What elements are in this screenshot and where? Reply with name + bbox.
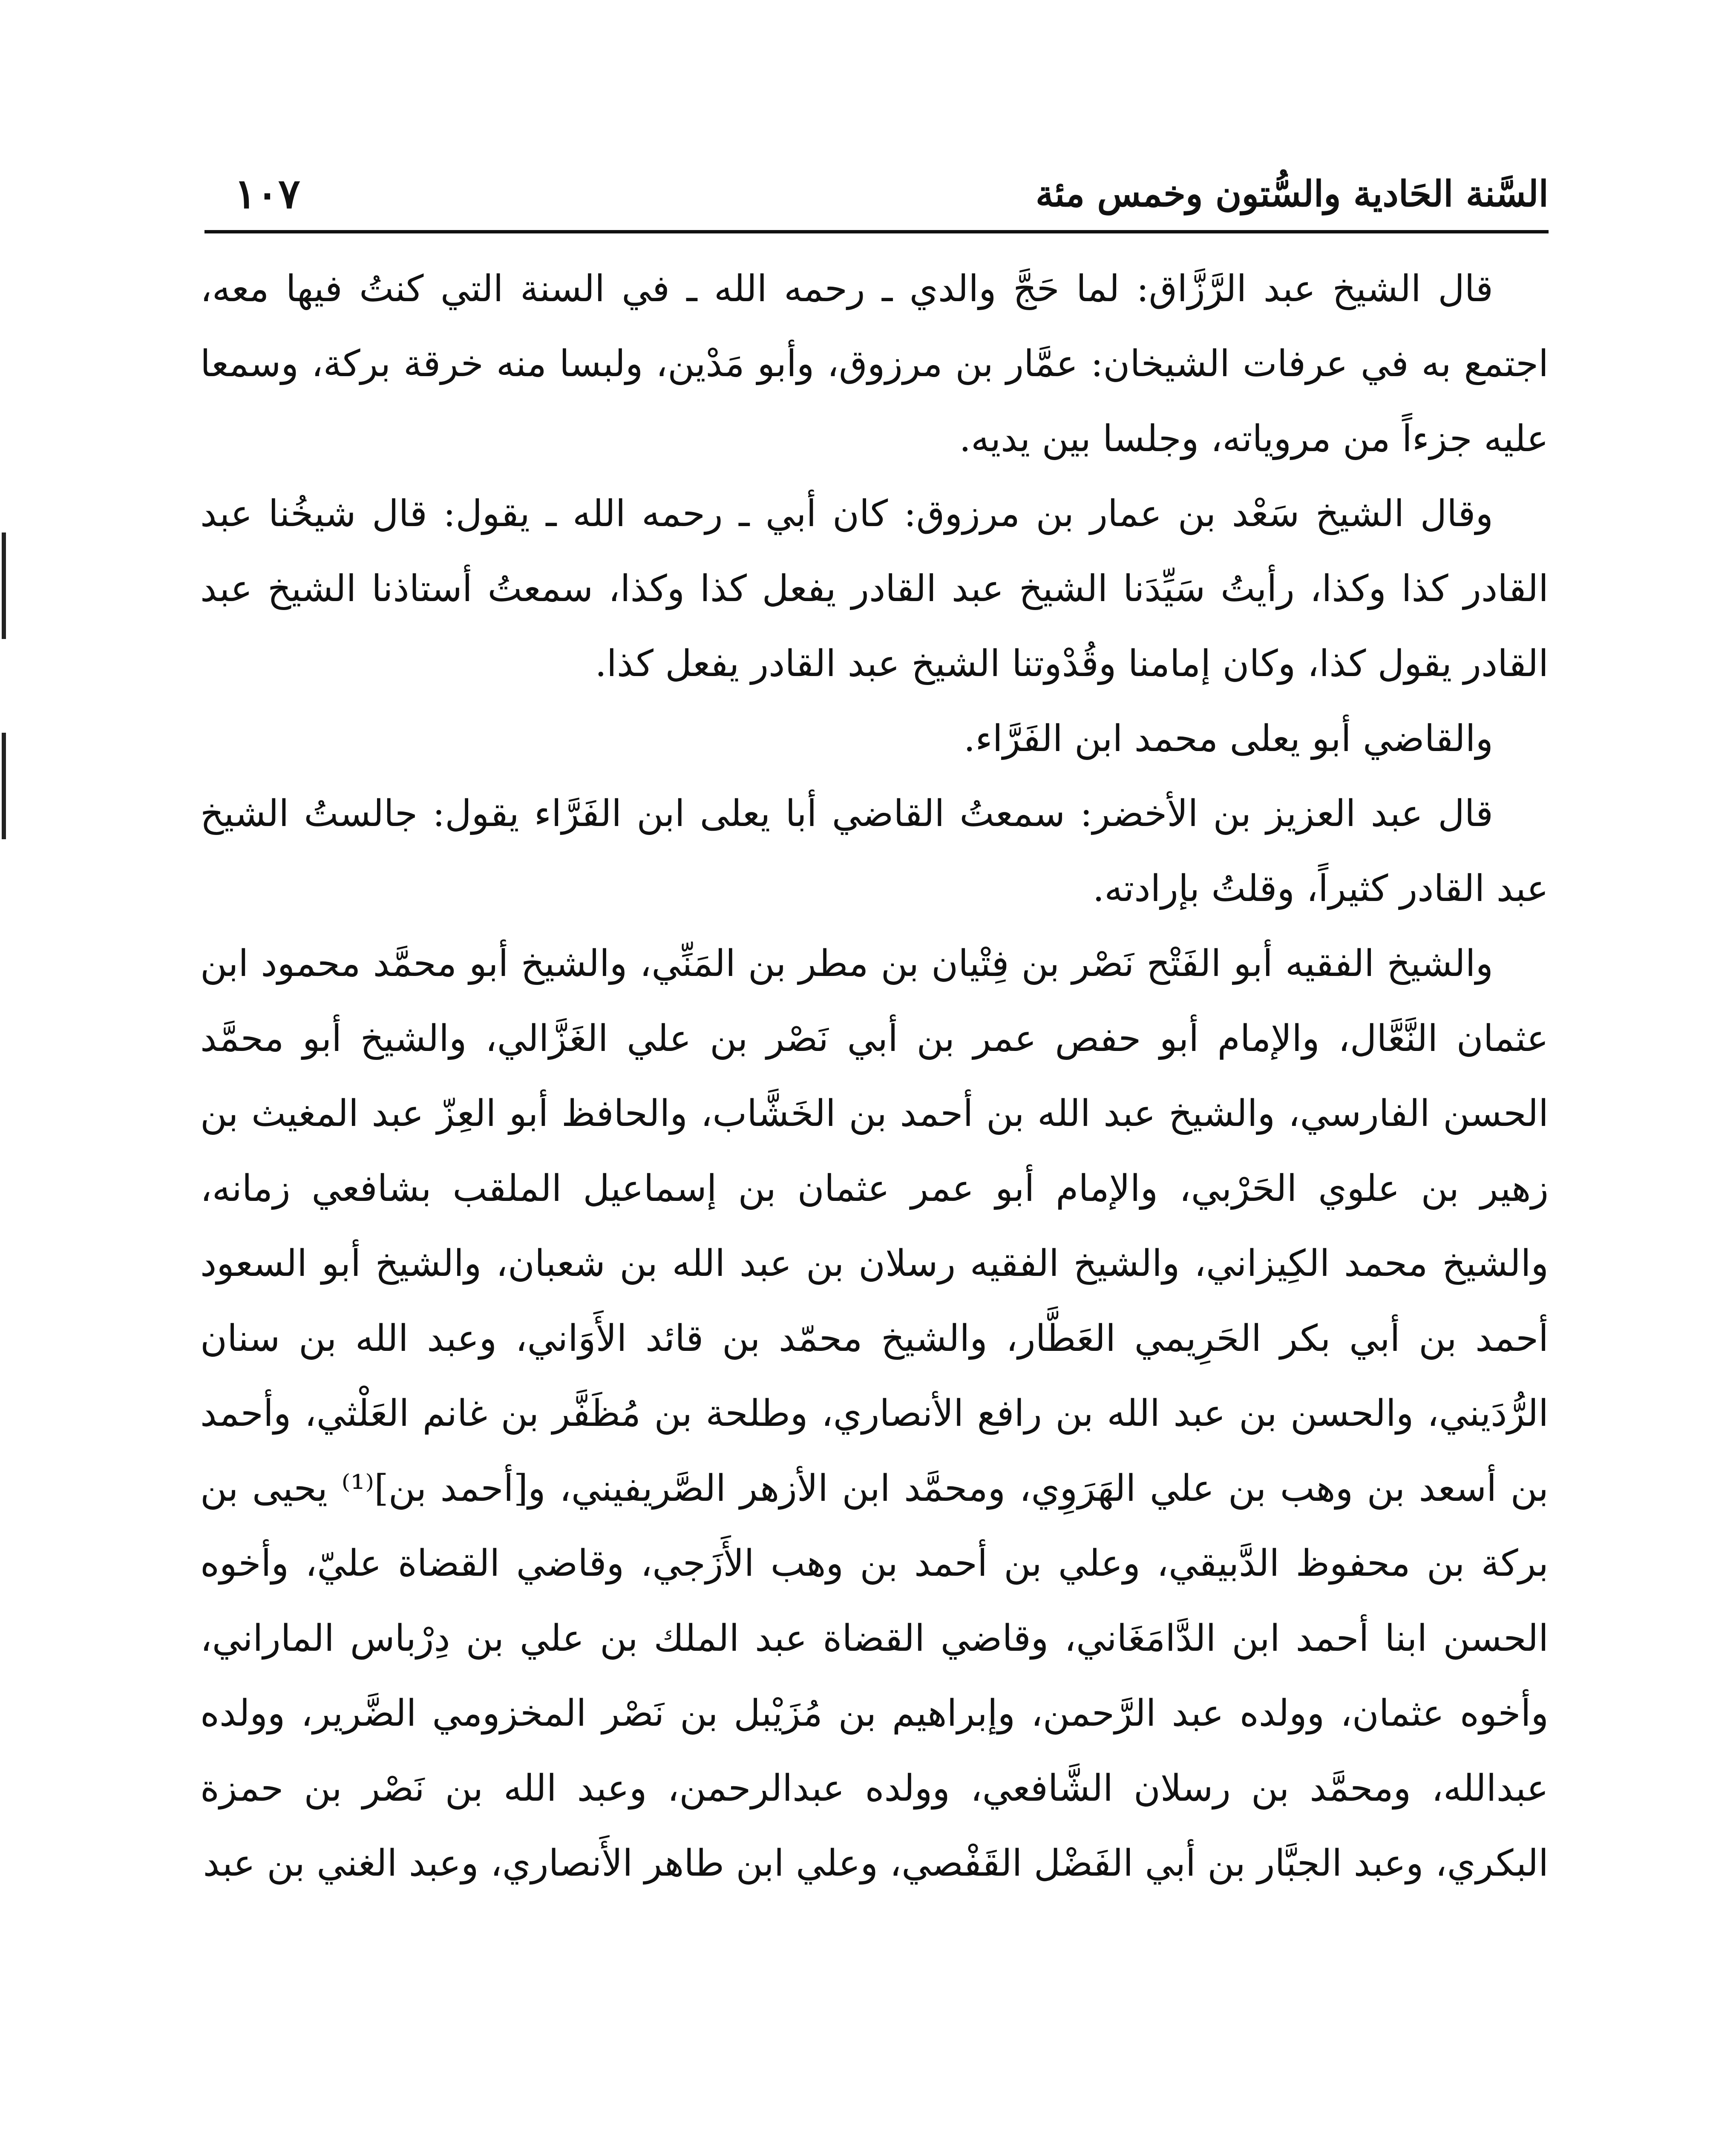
paragraph: وقال الشيخ سَعْد بن عمار بن مرزوق: كان أبي ـ رحمه الله ـ يقول: قال شيخُنا عبد القادر كذا وكذا، رأيتُ سَيِّدَنا الشيخ عبد القادر يفعل كذا وكذا، سمعتُ أستاذنا الشيخ عبد القادر يقول كذا، وكان إمامنا وقُدْوتنا الشيخ عبد القادر يفعل كذا. — [200, 492, 1549, 685]
paragraph: قال الشيخ عبد الرَّزَّاق: لما حَجَّ والدي ـ رحمه الله ـ في السنة التي كنتُ فيها معه، اجتمع به في عرفات الشيخان: عمَّار بن مرزوق، وأبو مَدْين، ولبسا منه خرقة بركة، وسمعا عليه جزءاً من مروياته، وجلسا بين يديه. — [200, 268, 1549, 460]
main-text — [200, 251, 1549, 1901]
scan-edge-mark — [2, 532, 6, 639]
paragraph: والشيخ الفقيه أبو الفَتْح نَصْر بن فِتْيان بن مطر بن المَنِّي، والشيخ أبو محمَّد محمود ابن عثمان النَّعَّال، والإمام أبو حفص عمر بن أبي نَصْر بن علي الغَزَّالي، والشيخ أبو محمَّد الحسن الفارسي، والشيخ عبد الله بن أحمد بن الخَشَّاب، والحافظ أبو العِزّ عبد المغيث بن زهير بن علوي الحَرْبي، والإمام أبو عمر عثمان بن إسماعيل الملقب بشافعي زمانه، والشيخ محمد الكِيزاني، والشيخ الفقيه رسلان بن عبد الله بن شعبان، والشيخ أبو السعود أحمد بن أبي بكر الحَرِيمي العَطَّار، والشيخ محمّد بن قائد الأَوَاني، وعبد الله بن سنان الرُّدَيني، والحسن بن عبد الله بن رافع الأنصاري، وطلحة بن مُظَفَّر بن غانم العَلْثي، وأحمد بن أسعد بن وهب بن علي الهَرَوِي، ومحمَّد ابن الأزهر الصَّريفيني، و[أحمد بن]⁽¹⁾ يحيى بن بركة بن محفوظ الدَّبيقي، وعلي بن أحمد بن وهب الأَزَجي، وقاضي القضاة عليّ، وأخوه الحسن ابنا أحمد ابن الدَّامَغَاني، وقاضي القضاة عبد الملك بن علي بن دِرْباس الماراني، وأخوه عثمان، وولده عبد الرَّحمن، وإبراهيم بن مُزَيْبل بن نَصْر المخزومي الضَّرير، وولده عبدالله، ومحمَّد بن رسلان الشَّافعي، وولده عبدالرحمن، وعبد الله بن نَصْر بن حمزة البكري، وعبد الجبَّار بن أبي الفَضْل القَفْصي، وعلي ابن طاهر الأَنصاري، وعبد الغني بن عبد — [200, 942, 1549, 1885]
chapter-title: السَّنة الحَادية والسُّتون وخمس مئة — [1035, 173, 1549, 215]
page-number: ١٠٧ — [234, 170, 300, 218]
scan-edge-mark — [2, 733, 6, 839]
header-divider — [204, 230, 1549, 233]
running-header — [204, 168, 1549, 236]
paragraph: قال عبد العزيز بن الأخضر: سمعتُ القاضي أبا يعلى ابن الفَرَّاء يقول: جالستُ الشيخ عبد القادر كثيراً، وقلتُ بإرادته. — [200, 792, 1549, 910]
paragraph: والقاضي أبو يعلى محمد ابن الفَرَّاء. — [963, 717, 1493, 760]
